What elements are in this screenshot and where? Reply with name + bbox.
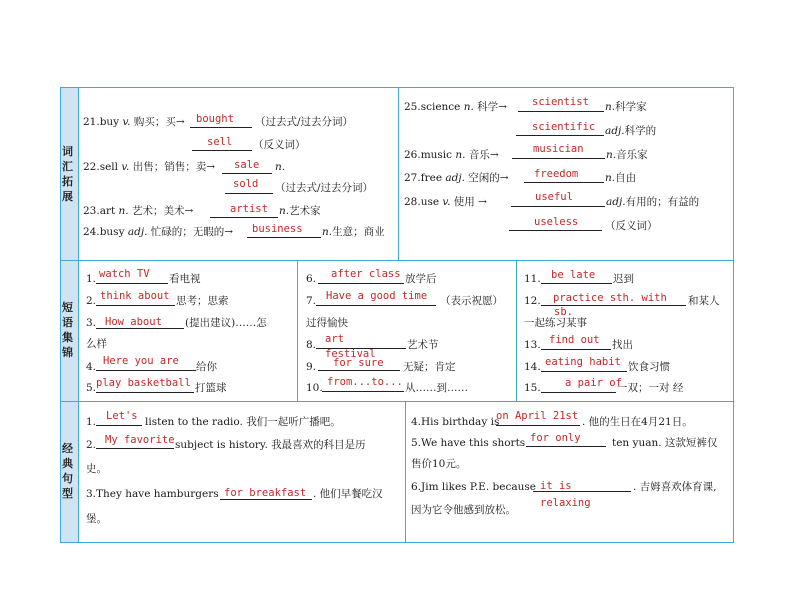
answer-sell: sell xyxy=(207,136,233,148)
blank-line xyxy=(512,158,605,159)
answer-on-april-21st: on April 21st xyxy=(496,410,579,422)
blank-line xyxy=(541,371,627,372)
answer-business: business xyxy=(252,223,303,235)
answer-have-a-good-time: Have a good time xyxy=(326,290,428,302)
blank-line xyxy=(96,425,142,426)
vocab-item-25: 25.science n. 科学→ xyxy=(404,101,507,113)
answer-for-only: for only xyxy=(530,432,581,444)
vocab-item-22-note2: （过去式/过去分词） xyxy=(275,182,374,194)
blank-line xyxy=(541,392,616,393)
phrase-11: 11. xyxy=(524,273,541,285)
answer-relaxing: relaxing xyxy=(540,497,591,509)
answer-here-you-are: Here you are xyxy=(103,355,179,367)
blank-line xyxy=(316,305,436,306)
answer-festival: festival xyxy=(325,348,376,360)
answer-musician: musician xyxy=(533,143,584,155)
vocab-item-23: 23.art n. 艺术；美术→ xyxy=(83,205,194,217)
blank-line xyxy=(524,182,604,183)
sentence-3-text-cont: 堡。 xyxy=(86,513,107,525)
blank-line xyxy=(96,370,196,371)
blank-line xyxy=(509,230,602,231)
answer-from-to: from...to... xyxy=(327,376,403,388)
sentences-section-label: 经典句型 xyxy=(62,442,73,500)
phrase-4: 4. xyxy=(86,361,97,373)
sentence-5-text-cont: 售价10元。 xyxy=(411,458,467,470)
phrases-col-divider-1 xyxy=(297,260,298,401)
phrases-section-label: 短语集锦 xyxy=(62,301,73,359)
phrase-1: 1. xyxy=(86,273,97,285)
answer-find-out: find out xyxy=(549,334,600,346)
vocab-item-22: 22.sell v. 出售；销售；卖→ xyxy=(83,161,216,173)
answer-for-breakfast: for breakfast xyxy=(224,487,307,499)
vocab-item-21: 21.buy v. 购买；买→ xyxy=(83,116,185,128)
phrase-12-meaning: 和某人 xyxy=(688,295,720,307)
phrase-12: 12. xyxy=(524,295,541,307)
answer-how-about: How about xyxy=(105,316,162,328)
answer-watch-tv: watch TV xyxy=(99,268,150,280)
vocab-item-23-note: n.艺术家 xyxy=(279,205,321,217)
phrase-15-meaning: 一双；一对 经 xyxy=(617,382,684,394)
sentence-1: 1. xyxy=(86,416,97,428)
answer-play-basketball: play basketball xyxy=(96,377,191,389)
answer-for-sure: for sure xyxy=(333,357,384,369)
phrase-14: 14. xyxy=(524,361,541,373)
answer-it-is: it is xyxy=(540,480,572,492)
sentence-1-text: listen to the radio. 我们一起听广播吧。 xyxy=(145,416,341,428)
phrase-1-meaning: 看电视 xyxy=(169,273,201,285)
phrase-10: 10. xyxy=(306,382,323,394)
vocab-item-21-note: （过去式/过去分词） xyxy=(255,116,354,128)
phrase-3-meaning-cont: 么样 xyxy=(86,338,107,350)
row-divider-2 xyxy=(60,401,734,402)
phrase-5-meaning: 打篮球 xyxy=(195,382,227,394)
blank-line xyxy=(526,446,606,447)
sentence-2-text-cont: 史。 xyxy=(86,463,107,475)
answer-practice-with: practice sth. with xyxy=(553,292,667,304)
phrase-8-meaning: 艺术节 xyxy=(407,339,439,351)
blank-line xyxy=(247,237,321,238)
vocab-item-27-note: n.自由 xyxy=(605,172,637,184)
phrase-7-meaning: （表示祝愿） xyxy=(440,295,503,307)
blank-line xyxy=(533,491,631,492)
phrase-13-meaning: 找出 xyxy=(612,339,633,351)
phrase-11-meaning: 迟到 xyxy=(613,273,634,285)
blank-line xyxy=(511,206,605,207)
phrase-14-meaning: 饮食习惯 xyxy=(628,361,670,373)
answer-after-class: after class xyxy=(331,268,401,280)
vocab-item-24-note: n.生意；商业 xyxy=(322,226,385,238)
answer-artist: artist xyxy=(230,203,268,215)
phrase-6-meaning: 放学后 xyxy=(405,273,437,285)
answer-sb: sb. xyxy=(554,306,573,318)
blank-line xyxy=(96,328,184,329)
blank-line xyxy=(96,392,194,393)
answer-be-late: be late xyxy=(551,269,596,281)
blank-line xyxy=(96,305,175,306)
phrase-3: 3. xyxy=(86,317,97,329)
phrase-15: 15. xyxy=(524,382,541,394)
blank-line xyxy=(318,370,400,371)
sentence-3-text: . 他们早餐吃汉 xyxy=(313,488,383,500)
phrase-7-meaning-cont: 过得愉快 xyxy=(306,317,348,329)
vocab-item-25-note: n.科学家 xyxy=(605,101,647,113)
answer-eating-habit: eating habit xyxy=(545,356,621,368)
sentence-6: 6.Jim likes P.E. because xyxy=(411,481,536,493)
sentence-5: 5.We have this shorts xyxy=(411,437,526,449)
sentence-2: 2. xyxy=(86,439,97,451)
answer-lets: Let's xyxy=(106,410,138,422)
blank-line xyxy=(541,349,611,350)
phrase-13: 13. xyxy=(524,339,541,351)
answer-a-pair-of: a pair of xyxy=(565,377,622,389)
answer-useful: useful xyxy=(535,191,573,203)
vocab-item-28: 28.use v. 使用 → xyxy=(404,196,487,208)
vocab-section-label: 词汇拓展 xyxy=(62,145,73,203)
answer-scientific: scientific xyxy=(532,121,596,133)
phrase-6: 6. xyxy=(306,273,317,285)
row-divider-1 xyxy=(60,260,734,261)
answer-sold: sold xyxy=(233,178,259,190)
vocab-col-divider xyxy=(398,87,399,260)
blank-line xyxy=(220,499,312,500)
blank-line xyxy=(518,111,604,112)
answer-sale: sale xyxy=(234,159,260,171)
vocab-item-21-note2: （反义词） xyxy=(253,139,306,151)
blank-line xyxy=(318,283,404,284)
sentence-4-text: . 他的生日在4月21日。 xyxy=(582,416,693,428)
phrase-5: 5. xyxy=(86,382,97,394)
vocab-item-27: 27.free adj. 空闲的→ xyxy=(404,172,509,184)
vocab-item-22-note: n. xyxy=(275,161,286,173)
blank-line xyxy=(516,135,604,136)
answer-freedom: freedom xyxy=(534,168,579,180)
phrase-7: 7. xyxy=(306,295,317,307)
sentence-3: 3.They have hamburgers xyxy=(86,488,219,500)
sentence-5-text: ten yuan. 这款短裤仅 xyxy=(612,437,718,449)
answer-scientist: scientist xyxy=(532,96,589,108)
vocab-item-25-note2: adj.科学的 xyxy=(605,125,657,137)
answer-bought: bought xyxy=(196,113,234,125)
blank-line xyxy=(96,283,168,284)
phrase-10-meaning: 从……到…… xyxy=(405,382,468,394)
vocab-item-24: 24.busy adj. 忙碌的；无暇的→ xyxy=(83,226,234,238)
sentence-6-text-cont: 因为它令他感到放松。 xyxy=(411,504,516,516)
vocab-item-28-note2: （反义词） xyxy=(605,220,658,232)
phrase-12-meaning-cont: 一起练习某事 xyxy=(524,317,587,329)
blank-line xyxy=(496,425,580,426)
blank-line xyxy=(190,127,252,128)
phrase-8: 8. xyxy=(306,339,317,351)
phrase-2: 2. xyxy=(86,295,97,307)
blank-line xyxy=(210,217,278,218)
sentence-6-text: . 吉姆喜欢体育课, xyxy=(633,481,717,493)
phrase-4-meaning: 给你 xyxy=(196,361,217,373)
side-divider xyxy=(78,87,79,543)
vocab-item-26: 26.music n. 音乐→ xyxy=(404,149,499,161)
sentences-col-divider xyxy=(405,401,406,543)
answer-my-favorite: My favorite xyxy=(105,434,175,446)
phrases-col-divider-2 xyxy=(516,260,517,401)
sentence-2-text: subject is history. 我最喜欢的科目是历 xyxy=(175,439,366,451)
blank-line xyxy=(541,283,612,284)
vocab-item-28-note: adj.有用的；有益的 xyxy=(606,196,700,208)
answer-art: art xyxy=(325,333,344,345)
blank-line xyxy=(222,173,272,174)
vocab-item-26-note: n.音乐家 xyxy=(606,149,648,161)
answer-useless: useless xyxy=(534,216,579,228)
blank-line xyxy=(192,150,252,151)
blank-line xyxy=(225,193,273,194)
phrase-2-meaning: 思考；思索 xyxy=(176,295,229,307)
phrase-9-meaning: 无疑；肯定 xyxy=(403,361,456,373)
phrase-3-meaning: (提出建议)……怎 xyxy=(185,317,267,329)
answer-think-about: think about xyxy=(100,290,170,302)
blank-line xyxy=(322,391,404,392)
phrase-9: 9. xyxy=(306,361,317,373)
sentence-4: 4.His birthday is xyxy=(411,416,500,428)
blank-line xyxy=(96,448,174,449)
